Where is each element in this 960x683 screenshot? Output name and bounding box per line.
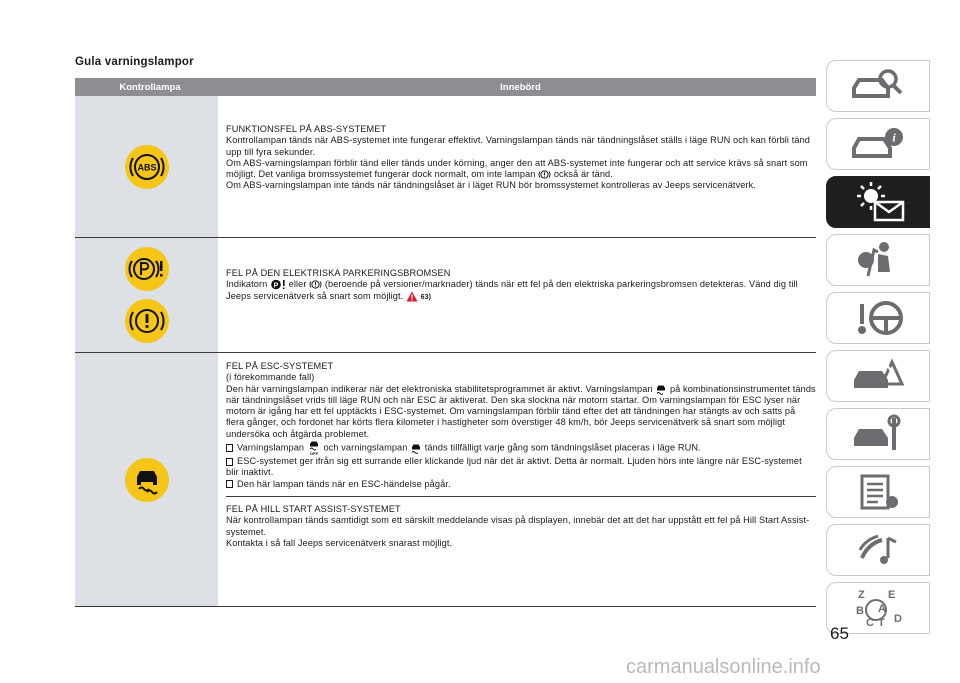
abs-paragraph-2-start: Om ABS-varningslampan förblir tänd eller tänds under körning, anger den att ABS-systemet inte fungerar och att service krävs så snart som möjligt. Det vanliga bromssystemet fungerar dock normalt, om inte lampan (226, 157, 808, 180)
tab-warning-lights[interactable] (826, 176, 930, 228)
tab-car-search[interactable] (826, 60, 930, 112)
parking-brake-warning-icon (125, 247, 169, 291)
esc-section (226, 361, 816, 496)
esc-bullet-3 (226, 479, 816, 490)
abs-icon-text: ABS (136, 162, 157, 172)
specifications-icon (848, 472, 908, 512)
esc-bullet-1-text-1: Varningslampan (237, 442, 305, 453)
warning-lights-table (75, 78, 816, 607)
svg-text:B: B (856, 605, 864, 617)
icon-cell (75, 238, 218, 352)
svg-text:T: T (878, 617, 885, 629)
table-row-esc (75, 353, 816, 607)
parking-brake-paragraph (226, 279, 816, 303)
bullet-icon (226, 480, 233, 488)
parking-brake-text-1: Indikatorn (226, 279, 268, 290)
esc-bullet-1 (226, 440, 816, 456)
bullet-icon (226, 444, 233, 452)
parking-brake-description (218, 238, 816, 352)
bullet-icon (226, 458, 233, 466)
tab-safety[interactable] (826, 234, 930, 286)
esc-text-2: på kombinationsinstrumentet tänds när tändningslåset vrids till läge RUN och när ESC är aktiverat. Den ska slockna när motorn startar. Om varningslampan för ESC lyser när motorn är igång har ett fel upptäckts i ESC-systemet. Om varningslampan förblir tänd efter det att tändningen har stängts av och satts på flera gånger, och fordonet har körts flera kilometer i hastigheter som överstiger 48 km/h, bör Jeeps servicenätverk så snart som möjligt undersöka och åtgärda problemet. (226, 383, 816, 439)
svg-text:E: E (888, 589, 896, 601)
hill-start-paragraph-1: När kontrollampan tänds samtidigt som ett särskilt meddelande visas på displayen, innebär det att det har uppstått ett fel på Hill Start Assist-systemet. (226, 515, 810, 537)
tab-specifications[interactable] (826, 466, 930, 518)
abs-paragraph-1: Kontrollampan tänds när ABS-systemet inte fungerar effektivt. Varningslampan tänds när tändningslåset ställs i läge RUN och kan förbli tänd upp till fyra sekunder. (226, 135, 811, 157)
esc-bullet-2 (226, 456, 816, 479)
brake-warning-inline-icon (309, 279, 322, 290)
tab-driving[interactable] (826, 292, 930, 344)
esc-description (218, 353, 816, 606)
esc-warning-icon (125, 458, 169, 502)
icon-cell (75, 353, 218, 606)
parking-brake-reference[interactable]: 63) (420, 293, 432, 301)
esc-paragraph (226, 384, 816, 440)
tab-multimedia[interactable] (826, 524, 930, 576)
tab-emergency[interactable] (826, 350, 930, 402)
car-info-icon (848, 124, 908, 164)
abs-paragraph-3: Om ABS-varningslampan inte tänds när tändningslåset är i läget RUN bör bromssystemet kontrolleras av Jeeps servicenätverk. (226, 180, 756, 191)
table-row-parking-brake (75, 238, 816, 353)
esc-subtitle: (i förekommande fall) (226, 372, 315, 383)
hill-start-paragraph-2: Kontakta i så fall Jeeps servicenätverk snarast möjligt. (226, 537, 453, 548)
esc-inline-icon (655, 384, 667, 395)
car-crash-icon (848, 356, 908, 396)
tab-maintenance[interactable] (826, 408, 930, 460)
abs-paragraph-2-end: också är tänd. (553, 169, 613, 180)
warning-lights-icon (845, 180, 911, 224)
page-number: 65 (830, 624, 849, 643)
svg-text:C: C (866, 617, 874, 629)
svg-text:D: D (894, 613, 902, 625)
svg-text:P: P (273, 282, 279, 290)
parking-brake-text-2: eller (288, 279, 307, 290)
abs-title: FUNKTIONSFEL PÅ ABS-SYSTEMET (226, 124, 387, 134)
esc-title: FEL PÅ ESC-SYSTEMET (226, 361, 334, 371)
abs-warning-icon (125, 145, 169, 189)
table-row-abs (75, 96, 816, 238)
index-icon (848, 586, 908, 630)
esc-bullet-2-text: ESC-systemet ger ifrån sig ett surrande eller klickande ljud när det är aktivt. Detta är normalt. Ljuden hörs inte längre när ESC-systemet blir inaktivt. (226, 456, 802, 478)
abs-description (218, 96, 816, 237)
hill-start-section (226, 496, 816, 555)
abs-paragraph-2 (226, 158, 816, 181)
svg-text:OFF: OFF (309, 451, 318, 457)
esc-off-inline-icon (307, 440, 321, 456)
parking-brake-inline-icon (270, 279, 286, 290)
svg-text:Z: Z (858, 589, 865, 601)
car-search-icon (848, 66, 908, 106)
watermark: carmanualsonline.info (626, 656, 821, 678)
brake-system-warning-icon (125, 299, 169, 343)
section-title: Gula varningslampor (75, 56, 194, 68)
esc-bullet-3-text: Den här lampan tänds när en ESC-händelse pågår. (237, 478, 451, 489)
multimedia-icon (848, 530, 908, 570)
column-header-control-lamp: Kontrollampa (119, 81, 181, 93)
esc-bullet-1-text-2: och varningslampan (323, 442, 408, 453)
svg-text:i: i (892, 130, 896, 145)
svg-text:A: A (878, 603, 886, 615)
esc-inline-icon (410, 443, 422, 454)
tab-car-info[interactable] (826, 118, 930, 170)
steering-wheel-icon (848, 298, 908, 338)
table-header (75, 78, 816, 96)
safety-airbag-icon (848, 240, 908, 280)
column-header-meaning: Innebörd (500, 81, 541, 93)
esc-bullet-1-text-3: tänds tillfälligt varje gång som tändningslåset placeras i läge RUN. (424, 442, 701, 453)
icon-cell (75, 96, 218, 237)
parking-brake-text-3: (beroende på versioner/marknader) tänds när ett fel på den elektriska parkeringsbromsen detekteras. Vänd dig till Jeeps servicenätverk så snart som möjligt. (226, 279, 798, 301)
parking-brake-title: FEL PÅ DEN ELEKTRISKA PARKERINGSBROMSEN (226, 268, 451, 278)
caution-triangle-icon (406, 291, 418, 302)
car-maintenance-icon (848, 414, 908, 454)
esc-text-1: Den här varningslampan indikerar när det elektroniska stabilitetsprogrammet är aktivt. Varningslampan (226, 383, 653, 394)
chapter-sidebar (826, 60, 930, 640)
hill-start-title: FEL PÅ HILL START ASSIST-SYSTEMET (226, 503, 401, 514)
brake-warning-inline-icon (538, 169, 551, 180)
